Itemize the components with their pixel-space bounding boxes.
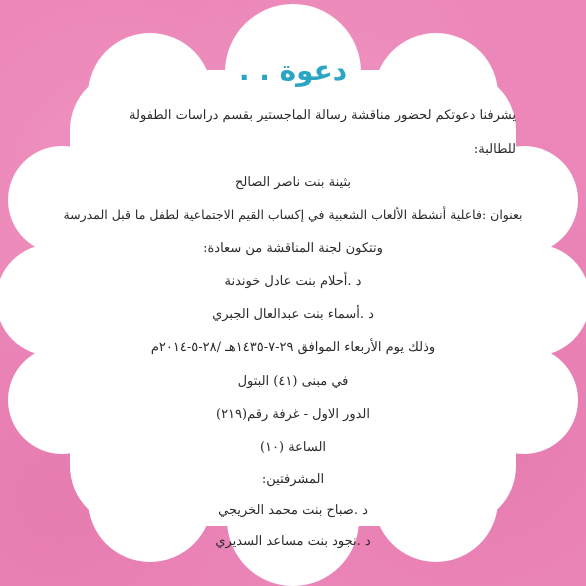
committee-member-1: د .أحلام بنت عادل خوندنة — [224, 274, 362, 289]
time-line: الساعة (١٠) — [259, 440, 327, 455]
committee-member-2: د .أسماء بنت عبدالعال الجبري — [212, 307, 374, 322]
invitation-intro-line: يشرفنا دعوتكم لحضور مناقشة رسالة الماجستير بقسم دراسات الطفولة — [129, 108, 516, 123]
supervisor-1: د .صباح بنت محمد الخريجي — [218, 503, 368, 518]
thesis-title: بعنوان :فاعلية أنشطة الألعاب الشعبية في إكساب القيم الاجتماعية لطفل ما قبل المدرسة — [63, 207, 523, 222]
supervisors-label: المشرفتين: — [261, 472, 325, 487]
committee-label: وتتكون لجنة المناقشة من سعادة: — [203, 241, 383, 256]
supervisor-2: د .نجود بنت مساعد السديري — [215, 534, 371, 549]
date-line: وذلك يوم الأربعاء الموافق ٢٩-٧-١٤٣٥هـ /٢٨-٥-٢٠١٤م — [150, 340, 436, 355]
invitation-title: دعوة . . — [238, 54, 348, 87]
student-name: بثينة بنت ناصر الصالح — [234, 175, 351, 190]
building-line: في مبنى (٤١) البتول — [237, 374, 349, 389]
student-label: للطالبة: — [473, 142, 516, 157]
room-line: الدور الاول - غرفة رقم(٢١٩) — [215, 407, 371, 422]
invitation-card — [40, 52, 546, 568]
